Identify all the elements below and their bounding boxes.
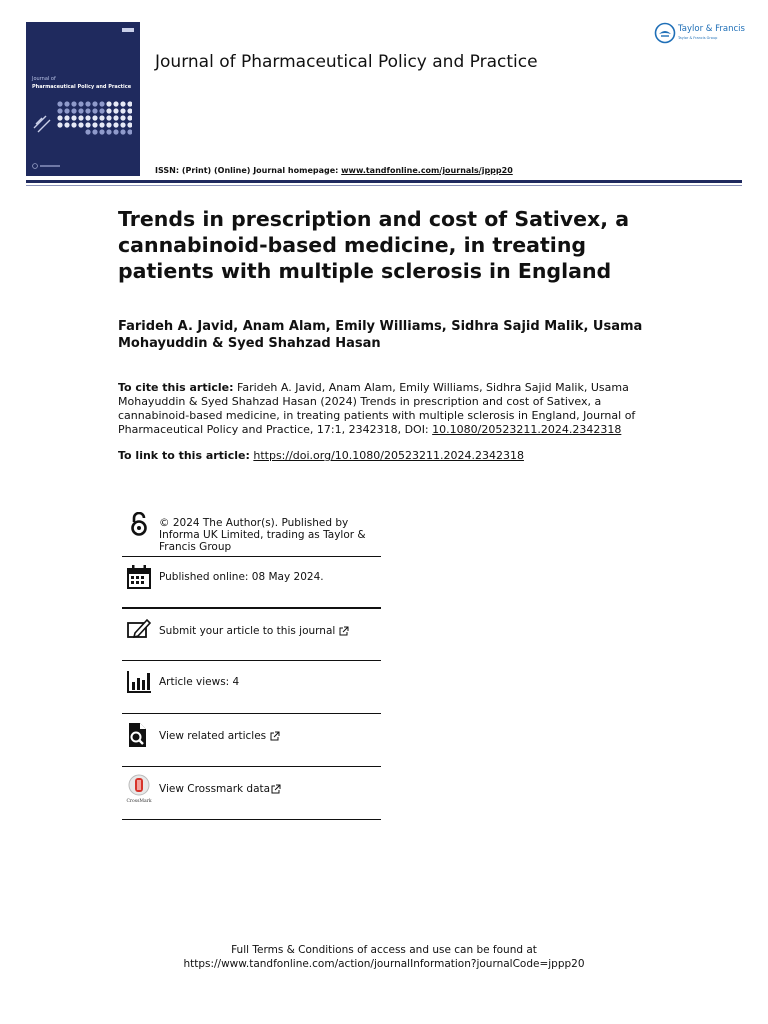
info-divider [122, 713, 381, 714]
article-authors: Farideh A. Javid, Anam Alam, Emily Williams, Sidhra Sajid Malik, Usama Mohayuddin & Syed Shahzad Hasan [118, 319, 643, 351]
info-divider [122, 660, 381, 661]
open-access-row [122, 510, 381, 558]
header-rule-thin [26, 185, 742, 186]
article-title: Trends in prescription and cost of Sativex, a cannabinoid-based medicine, in treating patients with multiple sclerosis in England [118, 207, 630, 283]
cover-title: Pharmaceutical Policy and Practice [32, 84, 132, 90]
journal-cover [26, 22, 140, 176]
doi-link[interactable]: 10.1080/20523211.2024.2342318 [432, 423, 622, 436]
external-link-icon [339, 626, 349, 636]
view-related-link[interactable] [159, 730, 280, 742]
issn-text: ISSN: (Print) (Online) Journal homepage: [155, 166, 339, 175]
bar-chart-icon [126, 669, 152, 695]
crossmark-logo-text: CrossMark [126, 799, 152, 804]
external-link-icon [270, 731, 280, 741]
info-divider [122, 819, 381, 820]
submit-article-link[interactable] [159, 625, 349, 637]
external-link-icon [271, 784, 281, 794]
submit-row[interactable] [122, 615, 381, 663]
cover-badge [122, 28, 134, 32]
terms-footer [0, 943, 768, 971]
article-link-line [118, 449, 524, 462]
submit-text: Submit your article to this journal [159, 625, 336, 637]
edit-icon [126, 617, 152, 643]
published-text: Published online: 08 May 2024. [159, 571, 324, 583]
info-divider [122, 607, 381, 609]
journal-title[interactable]: Journal of Pharmaceutical Policy and Practice [155, 52, 538, 72]
publisher-sub: Taylor & Francis Group [678, 36, 718, 40]
related-articles-icon [126, 722, 152, 748]
header-rule [26, 180, 742, 183]
published-row [122, 562, 381, 610]
views-row[interactable] [122, 668, 381, 716]
cite-label: To cite this article: [118, 381, 234, 394]
issn-line [155, 166, 513, 175]
crossmark-link[interactable] [159, 783, 281, 795]
info-divider [122, 556, 381, 557]
link-label: To link to this article: [118, 449, 250, 462]
crossmark-text: View Crossmark data [159, 783, 271, 795]
cover-publisher-mark [32, 163, 62, 170]
info-divider [122, 766, 381, 767]
related-row[interactable] [122, 721, 381, 769]
calendar-icon [126, 564, 152, 590]
taylor-francis-icon [654, 22, 676, 44]
crossmark-icon [125, 774, 153, 804]
article-doi-url[interactable]: https://doi.org/10.1080/20523211.2024.2342318 [253, 449, 524, 462]
journal-homepage-link[interactable]: www.tandfonline.com/journals/jppp20 [341, 166, 513, 175]
citation-block [118, 381, 658, 437]
cover-journal-label: Journal of [32, 76, 56, 82]
cover-dot-pattern [32, 98, 132, 146]
cite-text: Farideh A. Javid, Anam Alam, Emily Williams, Sidhra Sajid Malik, Usama Mohayuddin & Syed Shahzad Hasan (2024) Trends in prescription and cost of Sativex, a cannabinoid-based medicine, in treating patients with multiple sclerosis in England, Journal of Pharmaceutical Policy and Practice, 17:1, 2342318, DOI: [118, 381, 636, 436]
terms-url[interactable]: https://www.tandfonline.com/action/journalInformation?journalCode=jppp20 [183, 958, 585, 970]
crossmark-row[interactable] [122, 774, 381, 822]
open-access-icon [126, 512, 152, 538]
publisher-name: Taylor & Francis [678, 24, 745, 34]
open-access-text: © 2024 The Author(s). Published by Informa UK Limited, trading as Taylor & Francis Group [159, 517, 366, 553]
terms-line-1: Full Terms & Conditions of access and use can be found at [231, 944, 537, 956]
publisher-logo[interactable] [654, 22, 746, 48]
article-views: Article views: 4 [159, 676, 240, 688]
related-text: View related articles [159, 730, 267, 742]
